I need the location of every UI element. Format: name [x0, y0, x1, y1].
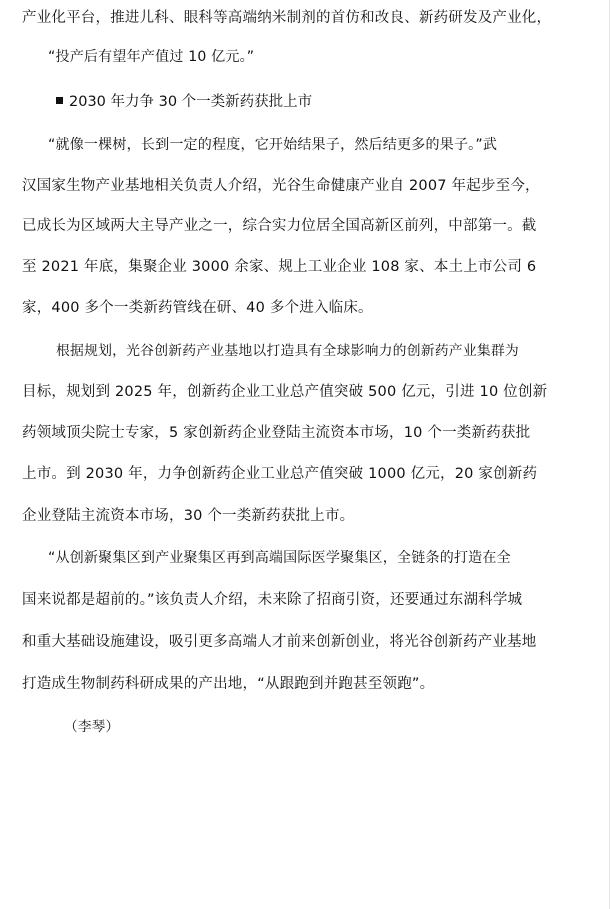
paragraph-1-line-2: 汉国家生物产业基地相关负责人介绍，光谷生命健康产业自 2007 年起步至今，	[22, 178, 540, 194]
paragraph-1-line-4: 至 2021 年底，集聚企业 3000 余家、规上工业企业 108 家、本土上市公司 6	[22, 259, 537, 275]
paragraph-2-line-4: 上市。到 2030 年，力争创新药企业工业总产值突破 1000 亿元，20 家创新药	[22, 466, 538, 482]
paragraph-1-line-5: 家，400 多个一类新药管线在研、40 多个进入临床。	[22, 300, 373, 316]
paragraph-3-line-2: 国来说都是超前的。”该负责人介绍，未来除了招商引资，还要通过东湖科学城	[22, 592, 523, 608]
paragraph-2-line-2: 目标，规划到 2025 年，创新药企业工业总产值突破 500 亿元，引进 10 位创新	[22, 384, 548, 400]
paragraph-1-line-1: “就像一棵树，长到一定的程度，它开始结果子，然后结更多的果子。”武	[48, 137, 498, 153]
paragraph-2-line-5: 企业登陆主流资本市场，30 个一类新药获批上市。	[22, 508, 355, 524]
square-bullet-icon	[56, 97, 63, 104]
paragraph-2-line-3: 药领域顶尖院士专家，5 家创新药企业登陆主流资本市场，10 个一类新药获批	[22, 425, 531, 441]
paragraph-1-line-3: 已成长为区域两大主导产业之一，综合实力位居全国高新区前列，中部第一。截	[22, 218, 537, 234]
section-heading	[56, 92, 312, 112]
paragraph-3-line-3: 和重大基础设施建设，吸引更多高端人才前来创新创业，将光谷创新药产业基地	[22, 634, 537, 650]
section-heading-text: 2030 年力争 30 个一类新药获批上市	[69, 94, 313, 110]
author-signature: （李琴）	[64, 719, 120, 735]
paragraph-2-line-1: 根据规划，光谷创新药产业基地以打造具有全球影响力的创新药产业集群为	[56, 343, 519, 359]
paragraph-3-line-4: 打造成生物制药科研成果的产出地，“从跟跑到并跑甚至领跑”。	[22, 676, 435, 692]
paragraph-0-line-1: 产业化平台，推进儿科、眼科等高端纳米制剂的首仿和改良、新药研发及产业化，	[22, 10, 552, 26]
paragraph-0-line-2: “投产后有望年产值过 10 亿元。”	[48, 49, 255, 65]
paragraph-3-line-1: “从创新聚集区到产业聚集区再到高端国际医学聚集区，全链条的打造在全	[48, 550, 511, 566]
